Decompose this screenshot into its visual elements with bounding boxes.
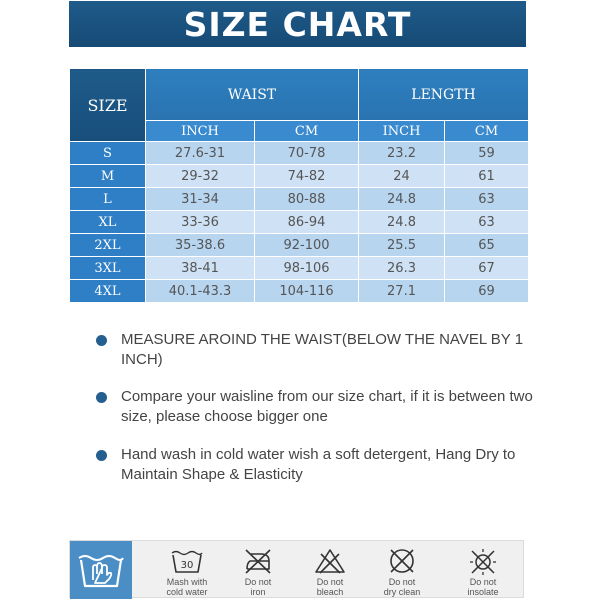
table-cell: 38-41 [146, 257, 255, 280]
bullet-icon [96, 450, 107, 461]
no-dry-clean-item [367, 547, 437, 597]
care-label: Mash with cold water [166, 577, 208, 597]
size-label: S [70, 142, 146, 165]
svg-text:30: 30 [180, 560, 194, 571]
table-row [70, 211, 529, 234]
note-text: Hand wash in cold water wish a soft detergent, Hang Dry to Maintain Shape & Elasticity [121, 446, 516, 483]
table-cell: 104-116 [255, 280, 359, 303]
length-group-header: LENGTH [359, 69, 529, 121]
bullet-icon [96, 392, 107, 403]
table-cell: 70-78 [255, 142, 359, 165]
no-insolate-icon [466, 547, 500, 575]
table-cell: 24.8 [359, 211, 445, 234]
table-cell: 98-106 [255, 257, 359, 280]
title-banner [69, 1, 526, 47]
table-row [70, 188, 529, 211]
care-label: Do not dry clean [383, 577, 421, 597]
table-row [70, 234, 529, 257]
table-cell: 74-82 [255, 165, 359, 188]
table-cell: 92-100 [255, 234, 359, 257]
note-item [96, 387, 546, 427]
table-cell: 67 [445, 257, 529, 280]
size-label: 2XL [70, 234, 146, 257]
wash-30-icon [170, 547, 204, 575]
size-label: XL [70, 211, 146, 234]
unit-header: INCH [146, 121, 255, 142]
table-row [70, 280, 529, 303]
waist-group-header: WAIST [146, 69, 359, 121]
unit-header: CM [255, 121, 359, 142]
no-insolate-item [448, 547, 518, 597]
care-instructions-panel [69, 540, 524, 598]
table-cell: 24.8 [359, 188, 445, 211]
note-item [96, 445, 546, 485]
care-label: Do not iron [244, 577, 272, 597]
size-rows [70, 142, 529, 303]
table-row [70, 257, 529, 280]
note-text: MEASURE AROIND THE WAIST(BELOW THE NAVEL BY 1 INCH) [121, 331, 524, 368]
size-column-header: SIZE [70, 69, 146, 142]
unit-header: INCH [359, 121, 445, 142]
table-cell: 27.1 [359, 280, 445, 303]
unit-header: CM [445, 121, 529, 142]
table-cell: 61 [445, 165, 529, 188]
size-label: 4XL [70, 280, 146, 303]
table-cell: 33-36 [146, 211, 255, 234]
no-iron-item [223, 547, 293, 597]
table-cell: 35-38.6 [146, 234, 255, 257]
table-cell: 29-32 [146, 165, 255, 188]
table-cell: 40.1-43.3 [146, 280, 255, 303]
page-title: SIZE CHART [183, 4, 412, 44]
table-cell: 86-94 [255, 211, 359, 234]
size-chart-table [69, 68, 529, 303]
care-label: Do not insolate [467, 577, 499, 597]
table-cell: 63 [445, 211, 529, 234]
size-label: M [70, 165, 146, 188]
bullet-icon [96, 335, 107, 346]
table-cell: 59 [445, 142, 529, 165]
table-cell: 23.2 [359, 142, 445, 165]
no-iron-icon [241, 547, 275, 575]
care-label: Do not bleach [316, 577, 344, 597]
note-text: Compare your waisline from our size chart, if it is between two size, please choose bigger one [121, 388, 533, 425]
table-row [70, 165, 529, 188]
no-bleach-icon [313, 547, 347, 575]
no-bleach-item [295, 547, 365, 597]
note-item [96, 330, 546, 370]
table-cell: 63 [445, 188, 529, 211]
table-cell: 31-34 [146, 188, 255, 211]
table-row [70, 142, 529, 165]
no-dry-clean-icon [385, 547, 419, 575]
wash-30-item [152, 547, 222, 597]
table-cell: 65 [445, 234, 529, 257]
hand-wash-icon [70, 541, 132, 599]
size-label: L [70, 188, 146, 211]
table-cell: 80-88 [255, 188, 359, 211]
size-label: 3XL [70, 257, 146, 280]
table-cell: 69 [445, 280, 529, 303]
table-cell: 25.5 [359, 234, 445, 257]
table-cell: 27.6-31 [146, 142, 255, 165]
table-cell: 24 [359, 165, 445, 188]
table-cell: 26.3 [359, 257, 445, 280]
